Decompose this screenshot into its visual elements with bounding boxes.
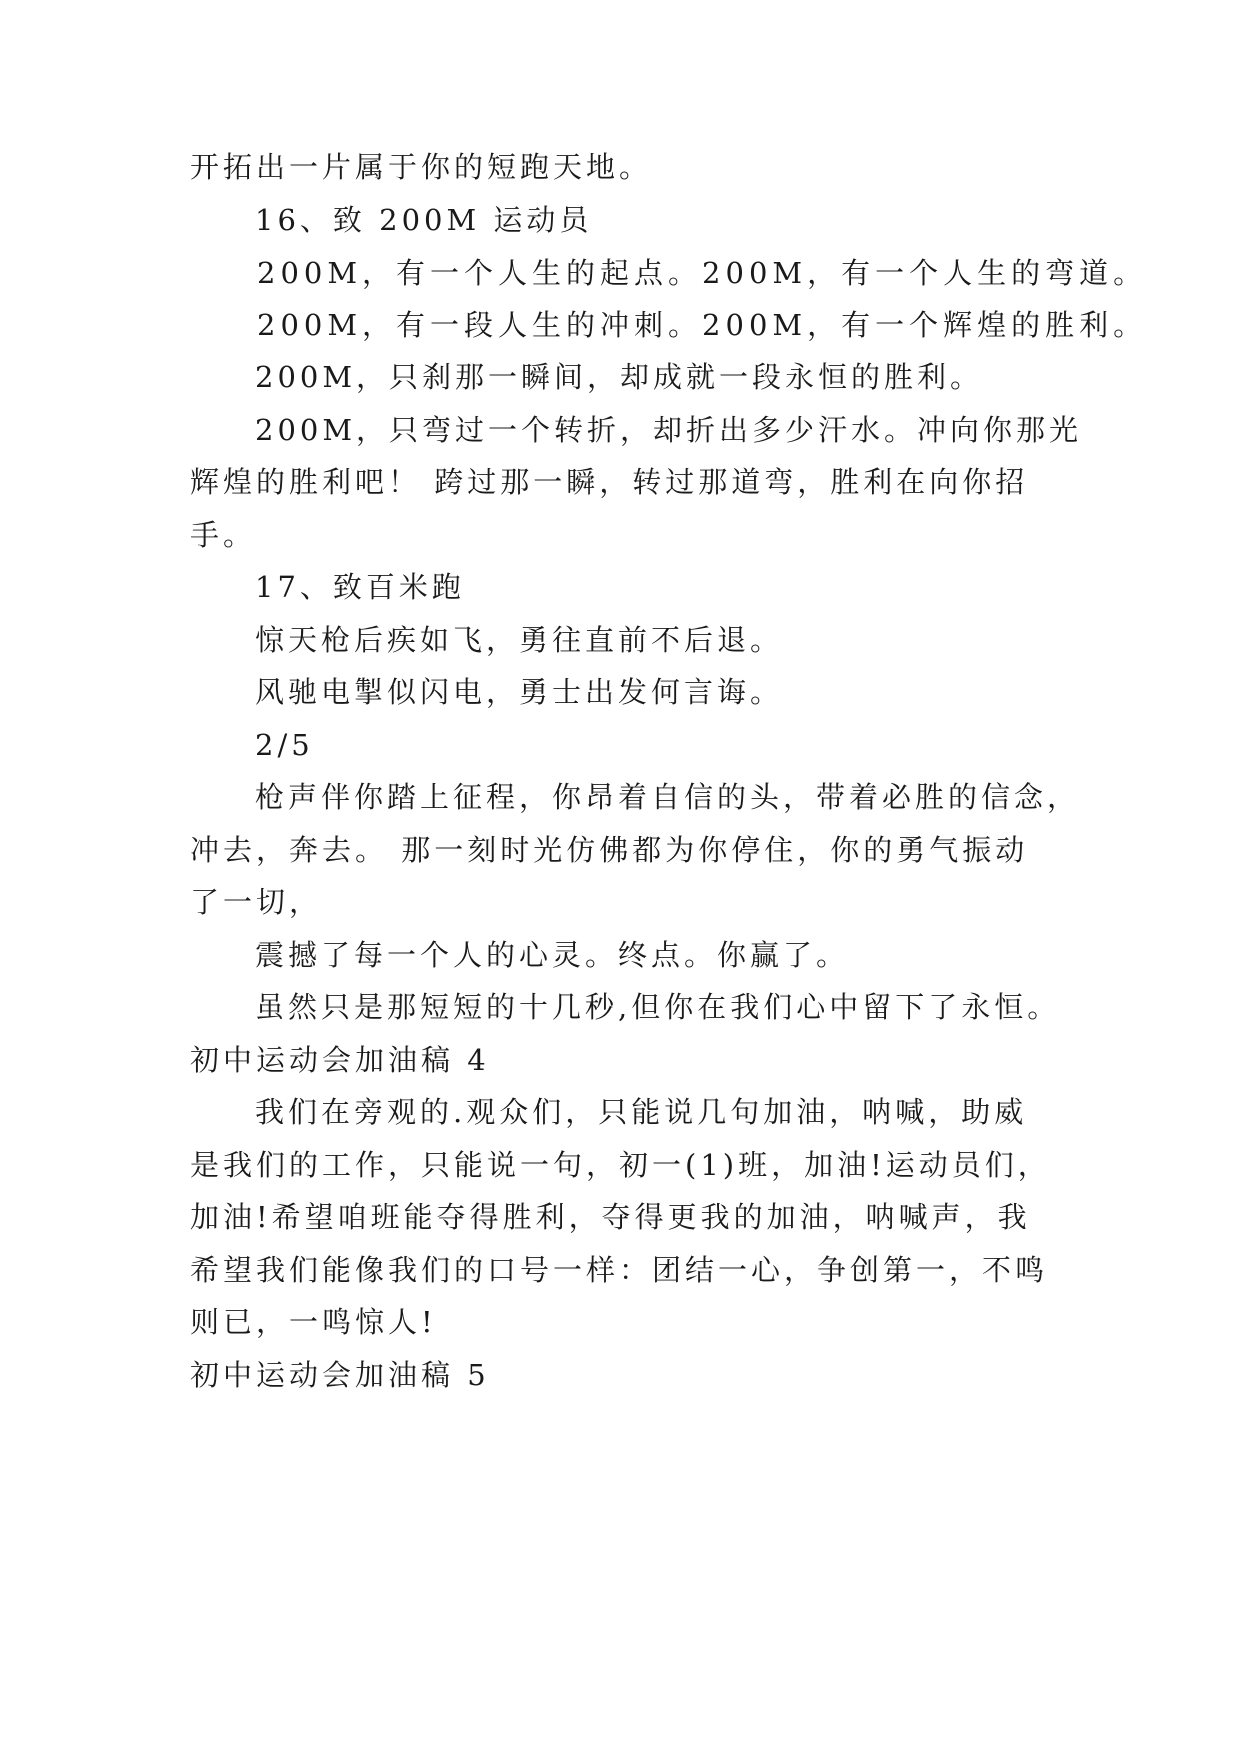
text-line: 200M，有一个人生的起点。200M，有一个人生的弯道。: [257, 256, 1148, 290]
section-heading: 17、致百米跑: [255, 570, 465, 604]
text-line: 震撼了每一个人的心灵。终点。你赢了。: [255, 938, 850, 972]
section-heading: 16、致 200M 运动员: [255, 203, 593, 237]
section-title: 初中运动会加油稿 4: [190, 1043, 490, 1077]
text-line: 则已，一鸣惊人!: [190, 1305, 437, 1339]
text-line: 冲去，奔去。 那一刻时光仿佛都为你停住，你的勇气振动: [190, 833, 1029, 867]
text-line: 惊天枪后疾如飞，勇往直前不后退。: [255, 623, 784, 657]
text-line: 开拓出一片属于你的短跑天地。: [190, 150, 653, 184]
text-line: 200M，有一段人生的冲刺。200M，有一个辉煌的胜利。: [257, 308, 1148, 342]
text-line: 辉煌的胜利吧！ 跨过那一瞬，转过那道弯，胜利在向你招: [190, 465, 1029, 499]
text-line: 风驰电掣似闪电，勇士出发何言诲。: [255, 675, 784, 709]
text-line: 枪声伴你踏上征程，你昂着自信的头，带着必胜的信念，: [255, 780, 1081, 814]
text-line: 希望我们能像我们的口号一样：团结一心，争创第一，不鸣: [190, 1253, 1049, 1287]
section-title: 初中运动会加油稿 5: [190, 1358, 490, 1392]
text-line: 加油!希望咱班能夺得胜利，夺得更我的加油，呐喊声，我: [190, 1200, 1031, 1234]
text-line: 我们在旁观的.观众们，只能说几句加油，呐喊，助威: [255, 1095, 1028, 1129]
text-line: 了一切，: [190, 885, 323, 919]
text-line: 虽然只是那短短的十几秒,但你在我们心中留下了永恒。: [255, 990, 1061, 1024]
text-line: 200M，只弯过一个转折，却折出多少汗水。冲向你那光: [255, 413, 1083, 447]
text-line: 200M，只刹那一瞬间，却成就一段永恒的胜利。: [255, 360, 984, 394]
text-line: 是我们的工作，只能说一句，初一(1)班，加油!运动员们，: [190, 1148, 1051, 1182]
text-line: 手。: [190, 518, 257, 552]
page-number: 2/5: [255, 728, 314, 762]
